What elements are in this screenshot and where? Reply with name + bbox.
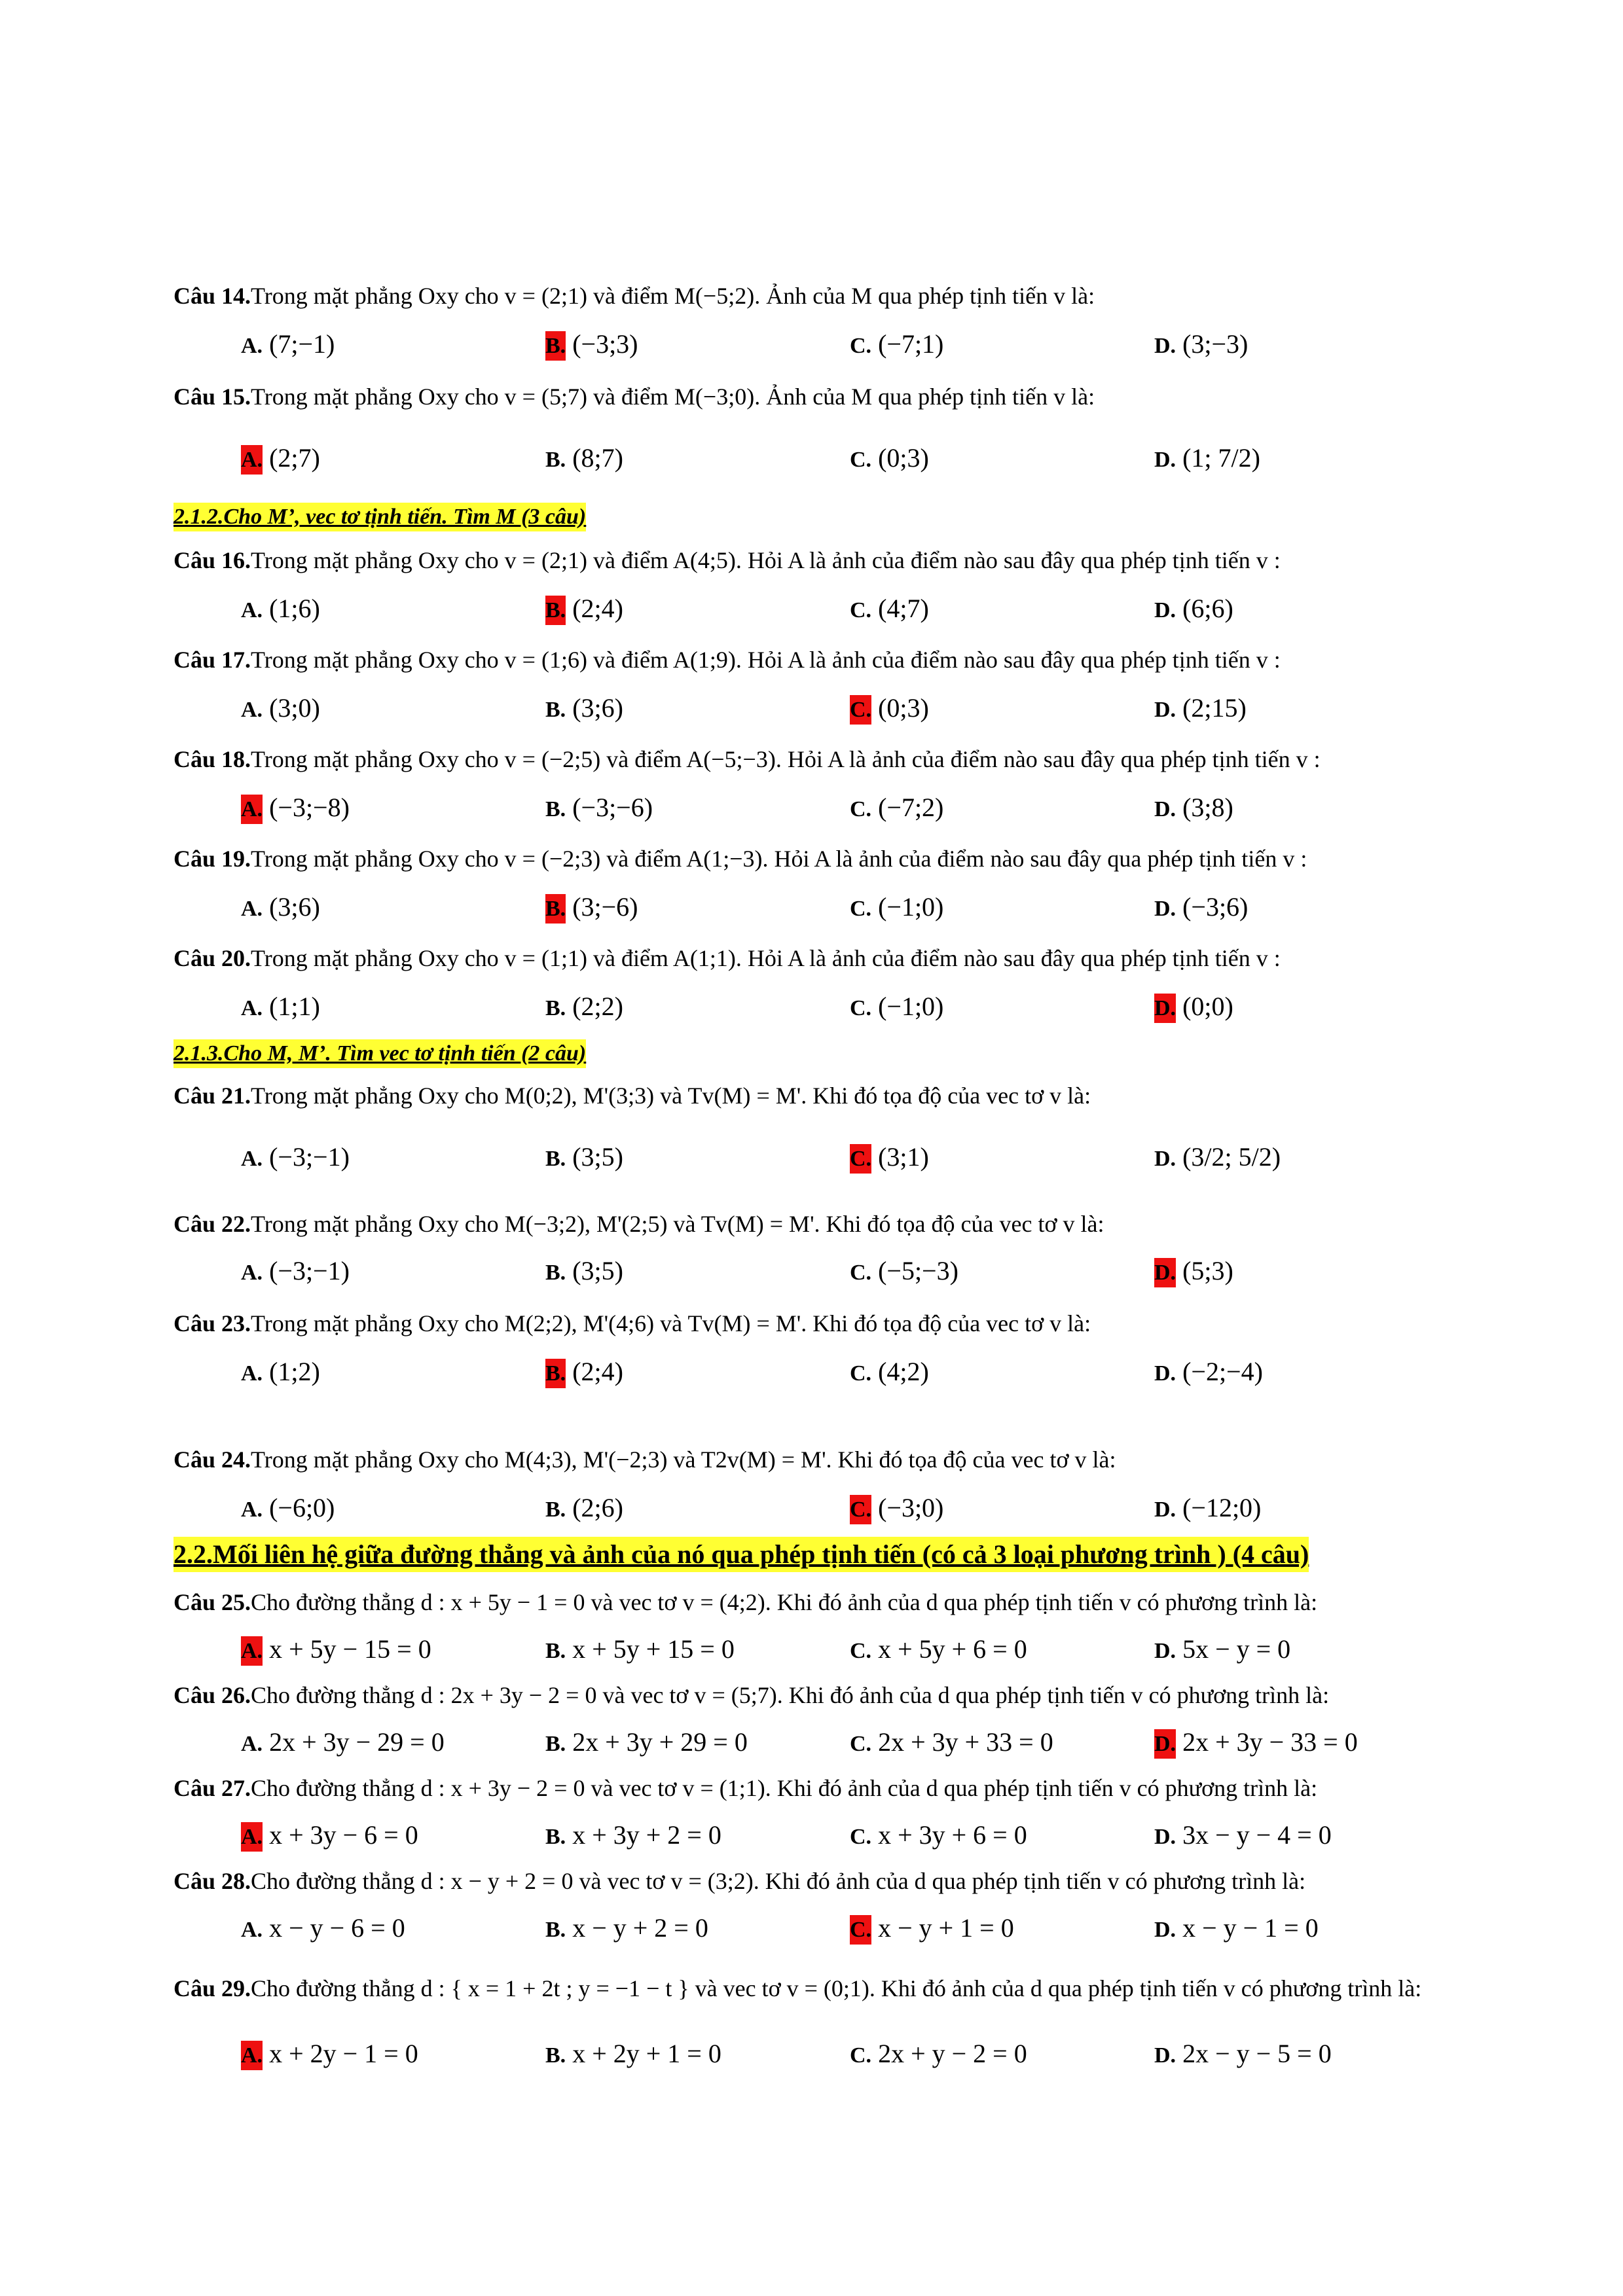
question-text: Cho đường thẳng d : { x = 1 + 2t ; y = −1 − t } và vec tơ v = (0;1). Khi đó ảnh của d qua phép tịnh tiến v có phương trình là: <box>251 1975 1422 2001</box>
question-19 <box>173 843 1307 874</box>
option-d: D. (3;−3) <box>1154 329 1249 359</box>
option-d: D. (−3;6) <box>1154 892 1249 922</box>
question-text: Trong mặt phẳng Oxy cho M(−3;2), M'(2;5) và Tv(M) = M'. Khi đó tọa độ của vec tơ v là: <box>251 1211 1104 1237</box>
option-a-correct: A. (2;7) <box>241 440 320 478</box>
option-a-correct: A. x + 3y − 6 = 0 <box>241 1817 418 1856</box>
option-d: D. 5x − y = 0 <box>1154 1634 1291 1664</box>
option-c-correct: C. (−3;0) <box>850 1490 943 1528</box>
question-label: Câu 26. <box>173 1682 251 1708</box>
question-label: Câu 22. <box>173 1211 251 1237</box>
option-a: A. (1;1) <box>241 992 320 1021</box>
option-b-correct: B. (3;−6) <box>545 889 638 927</box>
option-a: A. x − y − 6 = 0 <box>241 1913 405 1943</box>
option-d: D. (1; 7/2) <box>1154 443 1260 473</box>
option-c: C. (0;3) <box>850 443 929 473</box>
question-21 <box>173 1080 1091 1111</box>
option-b: B. (2;6) <box>545 1493 623 1522</box>
question-29 <box>173 1973 1421 2004</box>
option-d: D. (−12;0) <box>1154 1493 1262 1522</box>
option-d: D. (3/2; 5/2) <box>1154 1142 1281 1172</box>
option-a: A. (1;2) <box>241 1357 320 1386</box>
question-text: Cho đường thẳng d : x + 3y − 2 = 0 và vec tơ v = (1;1). Khi đó ảnh của d qua phép tịnh tiến v có phương trình là: <box>251 1775 1318 1801</box>
question-label: Câu 20. <box>173 945 251 971</box>
question-label: Câu 18. <box>173 746 251 772</box>
option-b: B. (3;5) <box>545 1142 623 1172</box>
option-c: C. (−1;0) <box>850 892 944 922</box>
question-text: Trong mặt phẳng Oxy cho v = (1;6) và điểm A(1;9). Hỏi A là ảnh của điểm nào sau đây qua phép tịnh tiến v : <box>251 647 1281 673</box>
question-text: Trong mặt phẳng Oxy cho v = (−2;5) và điểm A(−5;−3). Hỏi A là ảnh của điểm nào sau đây qua phép tịnh tiến v : <box>251 746 1321 772</box>
question-18 <box>173 744 1321 775</box>
question-17 <box>173 644 1281 675</box>
question-label: Câu 21. <box>173 1083 251 1109</box>
question-label: Câu 25. <box>173 1589 251 1615</box>
option-a: A. 2x + 3y − 29 = 0 <box>241 1727 445 1757</box>
question-label: Câu 27. <box>173 1775 251 1801</box>
option-c-correct: C. (3;1) <box>850 1139 929 1177</box>
question-text: Cho đường thẳng d : x − y + 2 = 0 và vec tơ v = (3;2). Khi đó ảnh của d qua phép tịnh tiến v có phương trình là: <box>251 1868 1306 1894</box>
question-text: Trong mặt phẳng Oxy cho v = (2;1) và điểm A(4;5). Hỏi A là ảnh của điểm nào sau đây qua phép tịnh tiến v : <box>251 547 1281 573</box>
question-label: Câu 19. <box>173 846 251 872</box>
question-text: Trong mặt phẳng Oxy cho M(0;2), M'(3;3) và Tv(M) = M'. Khi đó tọa độ của vec tơ v là: <box>251 1083 1091 1109</box>
question-28 <box>173 1865 1305 1897</box>
option-b: B. (−3;−6) <box>545 793 653 822</box>
option-d: D. x − y − 1 = 0 <box>1154 1913 1319 1943</box>
option-a: A. (−6;0) <box>241 1493 335 1522</box>
option-a: A. (7;−1) <box>241 329 335 359</box>
option-a-correct: A. x + 2y − 1 = 0 <box>241 2036 418 2074</box>
section-heading-2-1-2: 2.1.2.Cho M’, vec tơ tịnh tiến. Tìm M (3 câu) <box>173 503 586 531</box>
section-heading-2-2: 2.2.Mối liên hệ giữa đường thẳng và ảnh của nó qua phép tịnh tiến (có cả 3 loại phương trình ) (4 câu) <box>173 1537 1309 1572</box>
option-c: C. (4;7) <box>850 594 929 623</box>
option-b: B. 2x + 3y + 29 = 0 <box>545 1727 748 1757</box>
option-d-correct: D. 2x + 3y − 33 = 0 <box>1154 1724 1358 1763</box>
option-b: B. (2;2) <box>545 992 623 1021</box>
question-23 <box>173 1308 1091 1339</box>
question-text: Trong mặt phẳng Oxy cho v = (1;1) và điểm A(1;1). Hỏi A là ảnh của điểm nào sau đây qua phép tịnh tiến v : <box>251 945 1281 971</box>
option-b: B. x + 5y + 15 = 0 <box>545 1634 735 1664</box>
option-a: A. (3;0) <box>241 693 320 723</box>
option-c: C. (4;2) <box>850 1357 929 1386</box>
question-14 <box>173 280 1095 312</box>
option-a: A. (−3;−1) <box>241 1256 350 1285</box>
option-d: D. (3;8) <box>1154 793 1233 822</box>
option-b-correct: B. (2;4) <box>545 590 623 629</box>
option-a-correct: A. (−3;−8) <box>241 789 350 828</box>
option-b: B. x + 3y + 2 = 0 <box>545 1820 721 1850</box>
option-c: C. 2x + y − 2 = 0 <box>850 2039 1027 2068</box>
option-d-correct: D. (5;3) <box>1154 1253 1233 1291</box>
option-d: D. 2x − y − 5 = 0 <box>1154 2039 1332 2068</box>
question-label: Câu 24. <box>173 1446 251 1473</box>
option-b: B. x + 2y + 1 = 0 <box>545 2039 721 2068</box>
option-b-correct: B. (2;4) <box>545 1354 623 1392</box>
option-c: C. 2x + 3y + 33 = 0 <box>850 1727 1053 1757</box>
option-c: C. (−5;−3) <box>850 1256 958 1285</box>
option-b: B. (3;5) <box>545 1256 623 1285</box>
question-label: Câu 15. <box>173 384 251 410</box>
question-24 <box>173 1444 1116 1475</box>
option-b-correct: B. (−3;3) <box>545 326 638 365</box>
option-b: B. (8;7) <box>545 443 623 473</box>
option-c: C. x + 5y + 6 = 0 <box>850 1634 1027 1664</box>
question-27 <box>173 1772 1317 1804</box>
question-text: Cho đường thẳng d : 2x + 3y − 2 = 0 và vec tơ v = (5;7). Khi đó ảnh của d qua phép tịnh tiến v có phương trình là: <box>251 1682 1330 1708</box>
question-26 <box>173 1679 1329 1711</box>
option-d: D. (−2;−4) <box>1154 1357 1263 1386</box>
section-heading-2-1-3: 2.1.3.Cho M, M’. Tìm vec tơ tịnh tiến (2 câu) <box>173 1039 586 1068</box>
question-16 <box>173 545 1281 576</box>
option-d-correct: D. (0;0) <box>1154 988 1233 1027</box>
question-15 <box>173 381 1095 412</box>
option-c: C. x + 3y + 6 = 0 <box>850 1820 1027 1850</box>
question-25 <box>173 1587 1317 1618</box>
option-c: C. (−7;2) <box>850 793 944 822</box>
question-label: Câu 29. <box>173 1975 251 2001</box>
question-22 <box>173 1208 1104 1240</box>
option-a: A. (3;6) <box>241 892 320 922</box>
option-b: B. x − y + 2 = 0 <box>545 1913 708 1943</box>
question-text: Trong mặt phẳng Oxy cho v = (−2;3) và điểm A(1;−3). Hỏi A là ảnh của điểm nào sau đây qua phép tịnh tiến v : <box>251 846 1307 872</box>
option-b: B. (3;6) <box>545 693 623 723</box>
question-20 <box>173 942 1281 974</box>
option-a: A. (−3;−1) <box>241 1142 350 1172</box>
option-c-correct: C. (0;3) <box>850 690 929 728</box>
option-d: D. (6;6) <box>1154 594 1233 623</box>
question-text: Cho đường thẳng d : x + 5y − 1 = 0 và vec tơ v = (4;2). Khi đó ảnh của d qua phép tịnh tiến v có phương trình là: <box>251 1589 1318 1615</box>
question-label: Câu 16. <box>173 547 251 573</box>
question-label: Câu 23. <box>173 1310 251 1336</box>
option-a: A. (1;6) <box>241 594 320 623</box>
option-c: C. (−7;1) <box>850 329 944 359</box>
option-a-correct: A. x + 5y − 15 = 0 <box>241 1631 431 1670</box>
option-c-correct: C. x − y + 1 = 0 <box>850 1910 1014 1948</box>
option-c: C. (−1;0) <box>850 992 944 1021</box>
question-text: Trong mặt phẳng Oxy cho v = (5;7) và điểm M(−3;0). Ảnh của M qua phép tịnh tiến v là: <box>251 384 1095 410</box>
option-d: D. 3x − y − 4 = 0 <box>1154 1820 1332 1850</box>
option-d: D. (2;15) <box>1154 693 1247 723</box>
question-label: Câu 28. <box>173 1868 251 1894</box>
question-label: Câu 17. <box>173 647 251 673</box>
question-text: Trong mặt phẳng Oxy cho M(2;2), M'(4;6) và Tv(M) = M'. Khi đó tọa độ của vec tơ v là: <box>251 1310 1091 1336</box>
question-label: Câu 14. <box>173 283 251 309</box>
question-text: Trong mặt phẳng Oxy cho v = (2;1) và điểm M(−5;2). Ảnh của M qua phép tịnh tiến v là: <box>251 283 1095 309</box>
question-text: Trong mặt phẳng Oxy cho M(4;3), M'(−2;3) và T2v(M) = M'. Khi đó tọa độ của vec tơ v là: <box>251 1446 1116 1473</box>
